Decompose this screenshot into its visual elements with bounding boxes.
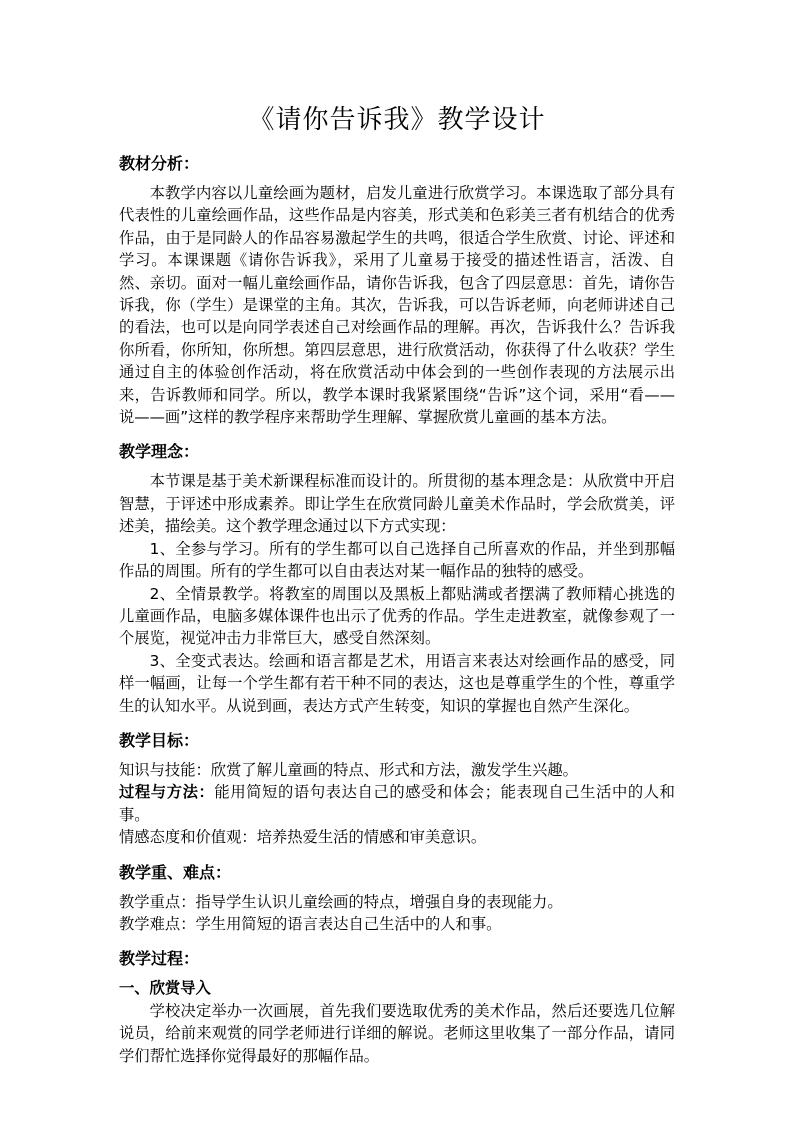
goal-process <box>119 781 675 826</box>
philosophy-item-2: 2、全情景教学。将教室的周围以及黑板上都贴满或者摆满了教师精心挑选的儿童画作品，电脑多媒体课件也出示了优秀的作品。学生走进教室，就像参观了一个展览，视觉冲击力非常巨大，感受自然深刻。 <box>119 584 675 648</box>
section-heading-teaching-goals: 教学目标： <box>119 730 200 750</box>
section-heading-teaching-process: 教学过程： <box>119 949 200 969</box>
step-1-paragraph: 学校决定举办一次画展，首先我们要选取优秀的美术作品，然后还要选几位解说员，给前来观赏的同学老师进行详细的解说。老师这里收集了一部分作品，请同学们帮忙选择你觉得最好的那幅作品。 <box>119 1001 675 1065</box>
textbook-analysis-paragraph: 本教学内容以儿童绘画为题材，启发儿童进行欣赏学习。本课选取了部分具有代表性的儿童绘画作品，这些作品是内容美，形式美和色彩美三者有机结合的优秀作品，由于是同龄人的作品容易激起学生的共鸣，很适合学生欣赏、讨论、评述和学习。本课课题《请你告诉我》，采用了儿童易于接受的描述性语言，活泼、自然、亲切。面对一幅儿童绘画作品，请你告诉我，包含了四层意思：首先，请你告诉我，你（学生）是课堂的主角。其次，告诉我，可以告诉老师，向老师讲述自己的看法，也可以是向同学表述自己对绘画作品的理解。再次，告诉我什么？告诉我你所看，你所知，你所想。第四层意思，进行欣赏活动，你获得了什么收获？学生通过自主的体验创作活动，将在欣赏活动中体会到的一些创作表现的方法展示出来，告诉教师和同学。所以，教学本课时我紧紧围绕“告诉”这个词，采用“看——说——画”这样的教学程序来帮助学生理解、掌握欣赏儿童画的基本方法。 <box>119 184 675 427</box>
difficulty-point-text: 学生用简短的语言表达自己生活中的人和事。 <box>195 914 502 933</box>
difficulty-point-label: 教学难点： <box>119 914 196 933</box>
philosophy-intro: 本节课是基于美术新课程标准而设计的。所贯彻的基本理念是：从欣赏中开启智慧，于评述中形成素养。即让学生在欣赏同龄儿童美术作品时，学会欣赏美，评述美，描绘美。这个教学理念通过以下方式实现： <box>119 472 675 536</box>
philosophy-item-3: 3、全变式表达。绘画和语言都是艺术，用语言来表达对绘画作品的感受，同样一幅画，让每一个学生都有若干种不同的表达，这也是尊重学生的个性，尊重学生的认知水平。从说到画，表达方式产生转变，知识的掌握也自然产生深化。 <box>119 651 675 715</box>
philosophy-item-1: 1、全参与学习。所有的学生都可以自己选择自己所喜欢的作品，并坐到那幅作品的周围。所有的学生都可以自由表达对某一幅作品的独特的感受。 <box>119 539 675 581</box>
goal-attitude <box>119 826 675 848</box>
document-title: 《请你告诉我》教学设计 <box>248 105 546 135</box>
key-point-text: 指导学生认识儿童绘画的特点，增强自身的表现能力。 <box>195 892 563 911</box>
goal-attitude-text: 培养热爱生活的情感和审美意识。 <box>256 828 487 847</box>
key-point <box>119 891 675 913</box>
goal-knowledge <box>119 759 675 781</box>
document-body <box>119 146 675 1067</box>
section-heading-textbook-analysis: 教材分析： <box>119 154 200 173</box>
key-point-label: 教学重点： <box>119 892 196 911</box>
difficulty-point <box>119 913 675 935</box>
step-1-title: 一、欣赏导入 <box>119 979 211 998</box>
section-heading-teaching-philosophy: 教学理念： <box>119 442 200 462</box>
goal-attitude-label: 情感态度和价值观： <box>119 828 257 847</box>
goal-process-text: 能用简短的语句表达自己的感受和体会；能表现自己生活中的人和事。 <box>119 783 675 824</box>
goal-knowledge-label: 知识与技能： <box>119 760 211 779</box>
goal-knowledge-text: 欣赏了解儿童画的特点、形式和方法，激发学生兴趣。 <box>210 760 578 779</box>
goal-process-label: 过程与方法： <box>119 783 215 802</box>
section-heading-key-points: 教学重、难点： <box>119 862 232 882</box>
